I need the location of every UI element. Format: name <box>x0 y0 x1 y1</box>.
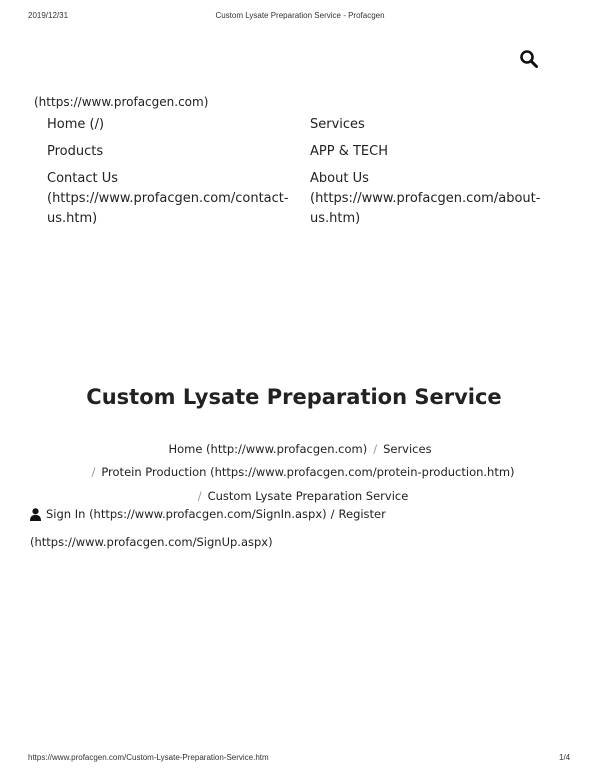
signin-link[interactable]: Sign In (https://www.profacgen.com/SignIn.aspx) <box>46 507 327 521</box>
account-links <box>30 507 386 521</box>
search-icon[interactable] <box>519 49 539 69</box>
breadcrumb-services[interactable]: Services <box>383 442 432 456</box>
breadcrumb-separator: / <box>197 489 202 503</box>
print-page-title: Custom Lysate Preparation Service - Profacgen <box>215 11 385 20</box>
register-link[interactable]: Register <box>338 507 386 521</box>
breadcrumb-current: Custom Lysate Preparation Service <box>207 489 409 503</box>
breadcrumb-home[interactable]: Home (http://www.profacgen.com) <box>168 442 368 456</box>
breadcrumb-protein-production[interactable]: Protein Production (https://www.profacgen.com/protein-production.htm) <box>101 465 515 479</box>
nav-about-us[interactable]: About Us (https://www.profacgen.com/about-us.htm) <box>310 171 541 226</box>
page-title: Custom Lysate Preparation Service <box>86 385 502 409</box>
breadcrumb-separator: / <box>373 442 378 456</box>
print-date: 2019/12/31 <box>28 11 69 20</box>
logo-link[interactable]: (https://www.profacgen.com) <box>34 95 209 109</box>
signup-link[interactable]: (https://www.profacgen.com/SignUp.aspx) <box>30 535 273 549</box>
nav-home[interactable]: Home (/) <box>47 117 105 132</box>
page-number: 1/4 <box>559 753 571 762</box>
nav-contact-us[interactable]: Contact Us (https://www.profacgen.com/contact-us.htm) <box>47 171 289 226</box>
user-icon <box>30 508 41 521</box>
account-divider: / <box>330 507 335 521</box>
nav-app-tech[interactable]: APP & TECH <box>310 144 388 159</box>
nav-services[interactable]: Services <box>310 117 365 132</box>
nav-products[interactable]: Products <box>47 144 104 159</box>
breadcrumb-separator: / <box>91 465 96 479</box>
print-url: https://www.profacgen.com/Custom-Lysate-Preparation-Service.htm <box>28 753 269 762</box>
